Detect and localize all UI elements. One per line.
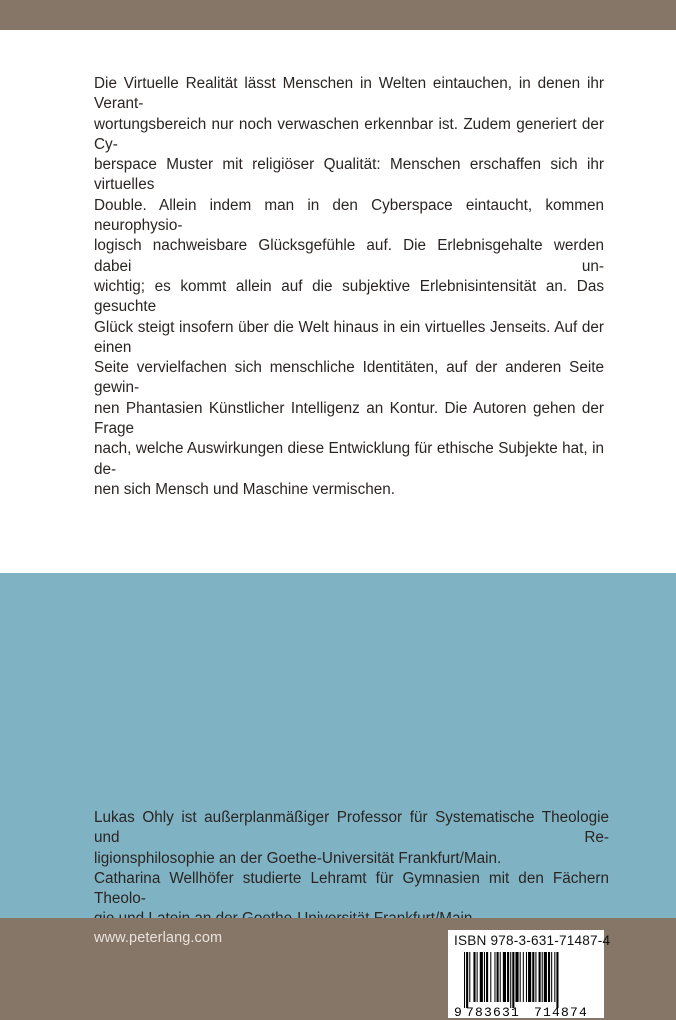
barcode-bar bbox=[520, 952, 521, 1002]
isbn-label: ISBN 978-3-631-71487-4 bbox=[454, 933, 611, 948]
blurb-line: logisch nachweisbare Glücksgefühle auf. Die Erlebnisgehalte werden dabei un- bbox=[94, 237, 604, 275]
barcode-bar bbox=[532, 952, 534, 1002]
barcode-bar bbox=[539, 952, 541, 1002]
barcode-bar bbox=[490, 952, 491, 1002]
blurb-line: wichtig; es kommt allein auf die subjektive Erlebnisintensität an. Das gesuchte bbox=[94, 277, 604, 316]
blurb-line: Seite vervielfachen sich menschliche Identitäten, auf der anderen Seite gewin- bbox=[94, 359, 604, 397]
barcode-digits-left: 783631 bbox=[466, 1005, 521, 1018]
barcode-block bbox=[448, 930, 611, 1018]
barcode-bar bbox=[554, 952, 555, 1002]
publisher-website[interactable]: www.peterlang.com bbox=[94, 930, 223, 946]
author-bios bbox=[94, 808, 609, 930]
barcode-bar bbox=[497, 952, 499, 1002]
blurb-line: Die Virtuelle Realität lässt Menschen in Welten eintauchen, in denen ihr Verant- bbox=[94, 75, 604, 113]
blurb-line: Glück steigt insofern über die Welt hinaus in ein virtuelles Jenseits. Auf der einen bbox=[94, 318, 604, 356]
barcode-bar bbox=[556, 952, 558, 1008]
barcode-bar bbox=[464, 952, 465, 1008]
barcode-bar bbox=[510, 952, 511, 1008]
barcode-digits-right: 714874 bbox=[534, 1005, 589, 1018]
barcode-bar bbox=[526, 952, 527, 1002]
blurb-line: nen sich Mensch und Maschine vermischen. bbox=[94, 480, 395, 498]
barcode-bar bbox=[484, 952, 485, 1002]
barcode-bar bbox=[507, 952, 509, 1002]
barcode-bar bbox=[515, 952, 518, 1002]
barcode-bar bbox=[466, 952, 468, 1008]
blurb-text bbox=[94, 74, 604, 500]
bio-line: Catharina Wellhöfer studierte Lehramt für Gymnasien mit den Fächern Theolo- bbox=[94, 869, 609, 908]
barcode-digit-lead: 9 bbox=[454, 1005, 462, 1018]
barcode-bar bbox=[500, 952, 501, 1002]
barcode-bar bbox=[548, 952, 550, 1002]
barcode-bar bbox=[528, 952, 531, 1002]
barcode-bar bbox=[542, 952, 543, 1002]
barcode-bar bbox=[551, 952, 552, 1002]
barcode-bar bbox=[480, 952, 483, 1002]
blurb-line: berspace Muster mit religiöser Qualität: Menschen erschaffen sich ihr virtuelles bbox=[94, 156, 604, 194]
barcode-bar bbox=[477, 952, 478, 1002]
blurb-line: Double. Allein indem man in den Cyberspace eintaucht, kommen neurophysio- bbox=[94, 196, 604, 235]
barcode-bar bbox=[494, 952, 495, 1002]
blurb-line: nen Phantasien Künstlicher Intelligenz an Kontur. Die Autoren gehen der Frage bbox=[94, 399, 604, 438]
bio-line: ligionsphilosophie an der Goethe-Universität Frankfurt/Main. bbox=[94, 849, 502, 867]
barcode-bar bbox=[503, 952, 506, 1002]
bio-line: Lukas Ohly ist außerplanmäßiger Professor für Systematische Theologie und Re- bbox=[94, 809, 609, 847]
barcode-bar bbox=[544, 952, 547, 1002]
barcode-bar bbox=[473, 952, 475, 1002]
barcode-bar bbox=[523, 952, 524, 1002]
barcode-bar bbox=[469, 952, 470, 1002]
author-bio-ohly bbox=[94, 808, 609, 869]
blurb-line: nach, welche Auswirkungen diese Entwicklung für ethische Subjekte hat, in de- bbox=[94, 440, 604, 478]
barcode-icon bbox=[448, 952, 604, 1018]
barcode-bar bbox=[535, 952, 536, 1002]
barcode-bar bbox=[486, 952, 488, 1002]
blurb-line: wortungsbereich nur noch verwaschen erkennbar ist. Zudem generiert der Cy- bbox=[94, 115, 604, 153]
top-band bbox=[0, 0, 676, 30]
barcode-bar bbox=[512, 952, 514, 1008]
